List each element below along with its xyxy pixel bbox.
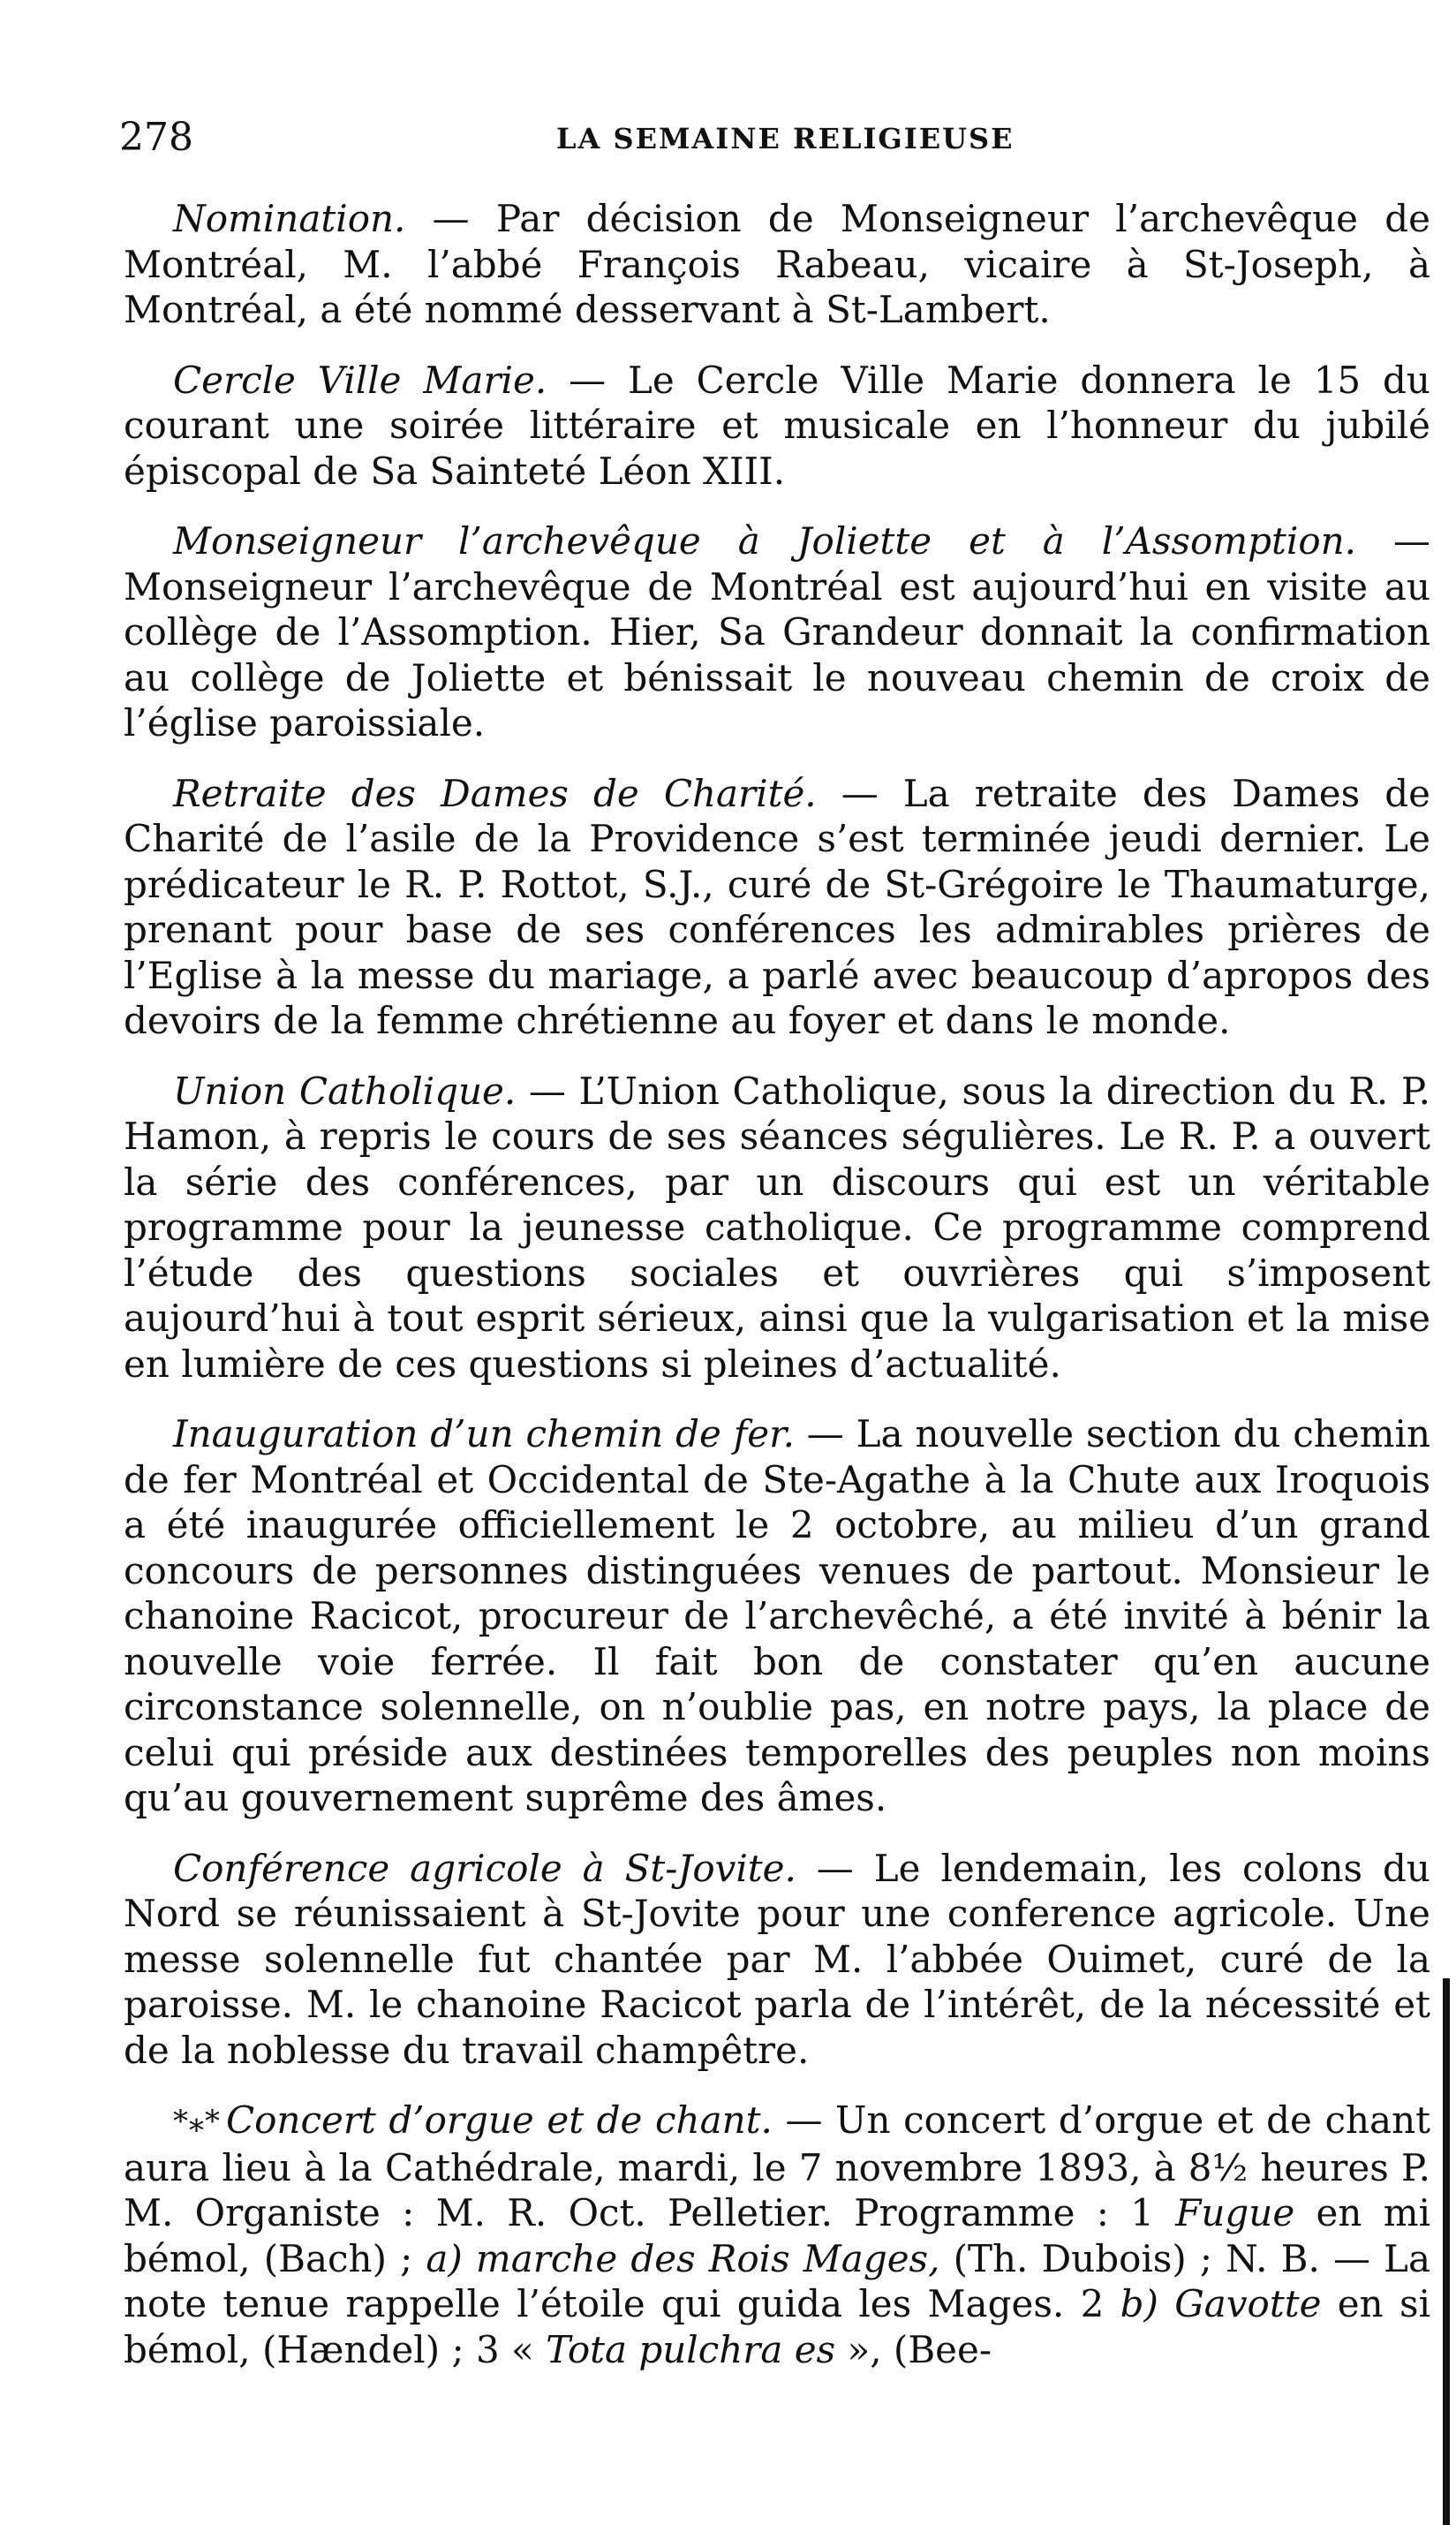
paragraph-retraite (124, 771, 1430, 1044)
piece-title: a) marche des Rois Mages, (426, 2236, 940, 2280)
article-body (124, 196, 1430, 2397)
paragraph-concert (124, 2098, 1430, 2372)
paragraph-title: Inauguration d’un chemin de fer. (173, 1412, 795, 1455)
paragraph-title: Retraite des Dames de Charité. (173, 771, 817, 815)
paragraph-text: — Par décision de Monseigneur l’archevêque de Montréal, M. l’abbé François Rabeau, vicaire à St-Joseph, à Montréal, a été nommé desservant à St-Lambert. (124, 197, 1430, 331)
paragraph-text: (Th. Dubois) ; N. B. — La note tenue rappelle l’étoile qui guida les Mages. 2 (124, 2236, 1430, 2325)
paragraph-title: Nomination. (173, 197, 406, 240)
paragraph-text: », (Bee- (835, 2327, 992, 2371)
paragraph-archeveque-visite (124, 518, 1430, 746)
paragraph-text: en mi bémol, (Bach) ; (124, 2191, 1430, 2280)
paragraph-text: — La nouvelle section du chemin de fer Montréal et Occidental de Ste-Agathe à la Chute aux Iroquois a été inaugurée officiellement le 2 octobre, au milieu d’un grand concours de personnes distinguées venues de partout. Monsieur le chanoine Racicot, procureur de l’archevêché, a été invité à bénir la nouvelle voie ferrée. Il fait bon de constater qu’en aucune circonstance solennelle, on n’oublie pas, en notre pays, la place de celui qui préside aux destinées temporelles des peuples non moins qu’au gouvernement suprême des âmes. (124, 1412, 1430, 1819)
paragraph-nomination (124, 196, 1430, 333)
paragraph-title: Monseigneur l’archevêque à Joliette et à l’Assomption. (173, 519, 1357, 563)
paragraph-text: — Le Cercle Ville Marie donnera le 15 du courant une soirée littéraire et musicale en l’honneur du jubilé épiscopal de Sa Sainteté Léon XIII. (124, 358, 1430, 493)
paragraph-text: en si bémol, (Hændel) ; 3 « (124, 2282, 1431, 2371)
paragraph-conference-agricole (124, 1846, 1430, 2074)
asterism-mark: *⁎* (173, 2104, 221, 2139)
running-title: LA SEMAINE RELIGIEUSE (556, 122, 1015, 155)
paragraph-text: — Le lendemain, les colons du Nord se réunissaient à St-Jovite pour une conference agricole. Une messe solennelle fut chantée par M. l’abbée Ouimet, curé de la paroisse. M. le chanoine Racicot parla de l’intérêt, de la nécessité et de la noblesse du travail champêtre. (124, 1846, 1430, 2072)
piece-title: b) Gavotte (1120, 2282, 1322, 2325)
paragraph-text: — La retraite des Dames de Charité de l’asile de la Providence s’est terminée jeudi dernier. Le prédicateur le R. P. Rottot, S.J., curé de St-Grégoire le Thaumaturge, prenant pour base de ses conférences les admirables prières de l’Eglise à la messe du mariage, a parlé avec beaucoup d’apropos des devoirs de la femme chrétienne au foyer et dans le monde. (124, 771, 1430, 1042)
paragraph-title: Union Catholique. (173, 1069, 517, 1113)
paragraph-cercle-ville-marie (124, 358, 1430, 495)
paragraph-title: Cercle Ville Marie. (173, 358, 547, 402)
paragraph-text: — Un concert d’orgue et de chant aura lieu à la Cathédrale, mardi, le 7 novembre 1893, à 8½ heures P. M. Organiste : M. R. Oct. Pelletier. Programme : 1 (124, 2098, 1430, 2234)
page-header (119, 115, 1426, 168)
page-number: 278 (119, 115, 193, 160)
paragraph-text: — L’Union Catholique, sous la direction du R. P. Hamon, à repris le cours de ses séances ségulières. Le R. P. a ouvert la série des conférences, par un discours qui est un véritable programme pour la jeunesse catholique. Ce programme comprend l’étude des questions sociales et ouvrières qui s’imposent aujourd’hui à tout esprit sérieux, ainsi que la vulgarisation et la mise en lumière de ces questions si pleines d’actualité. (124, 1069, 1430, 1386)
paragraph-title: Conférence agricole à St-Jovite. (173, 1846, 796, 1890)
paragraph-text: — Monseigneur l’archevêque de Montréal est aujourd’hui en visite au collège de l’Assomption. Hier, Sa Grandeur donnait la confirmation au collège de Joliette et bénissait le nouveau chemin de croix de l’église paroissiale. (124, 519, 1430, 745)
piece-title: Tota pulchra es (546, 2327, 836, 2371)
paragraph-inauguration (124, 1411, 1430, 1821)
piece-title: Fugue (1175, 2191, 1295, 2234)
paragraph-title: Concert d’orgue et de chant. (226, 2098, 773, 2142)
paragraph-union-catholique (124, 1069, 1430, 1387)
scan-edge-shadow (1443, 1978, 1450, 2525)
